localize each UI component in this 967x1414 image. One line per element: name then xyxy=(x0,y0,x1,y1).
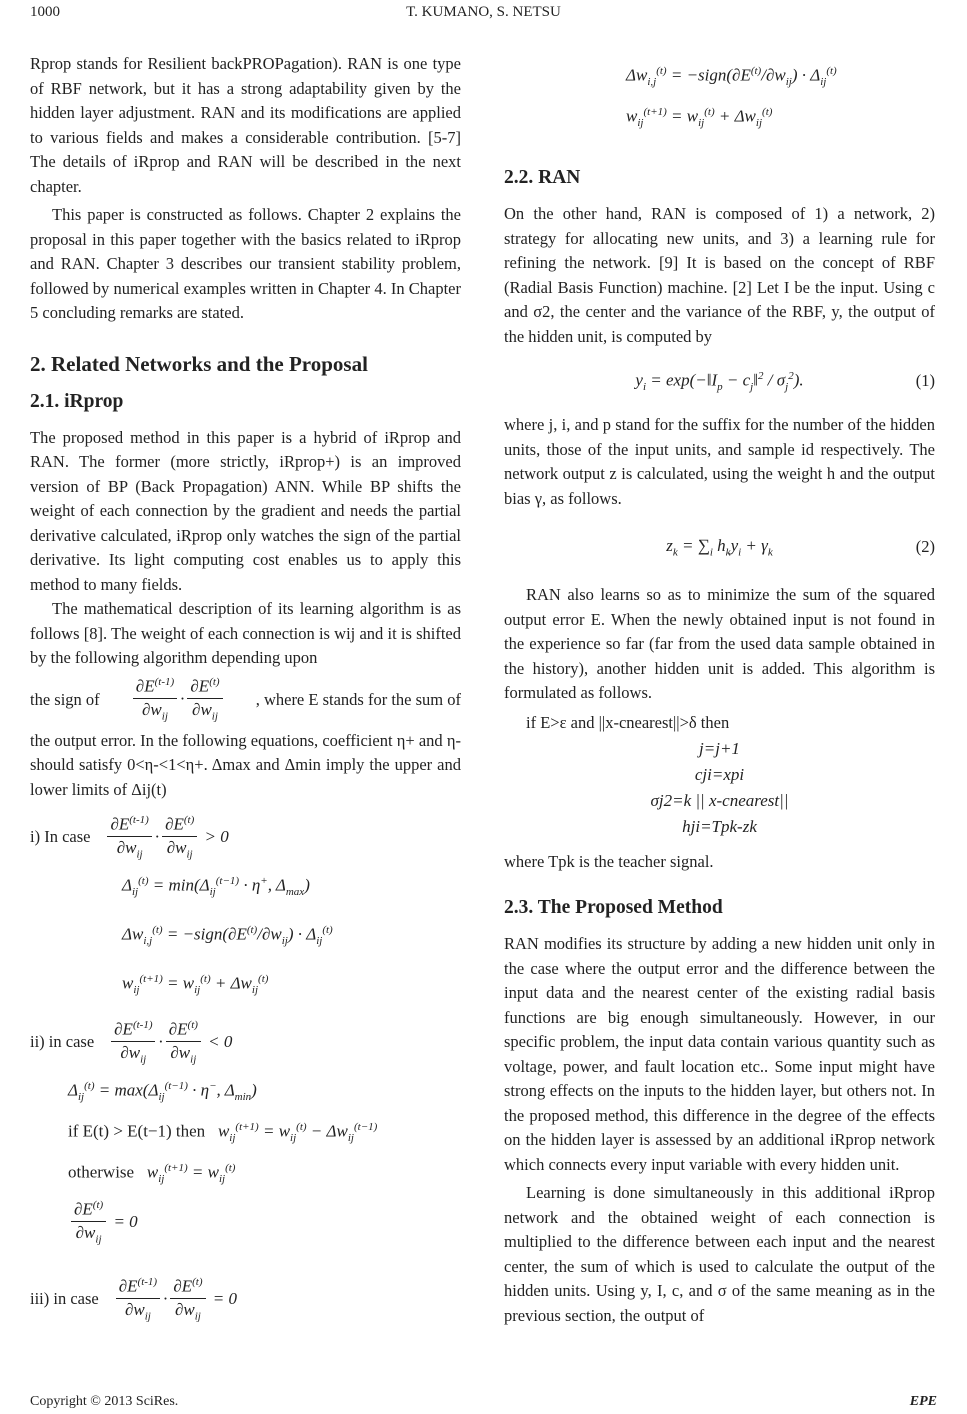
algorithm-step: cji=xpi xyxy=(694,764,745,784)
paragraph: On the other hand, RAN is composed of 1) a network, 2) strategy for allocating new units, and 3) a learning rule for refining the network. [9] It is based on the concept of RBF (Radial Basis Function) machine. [2] Let I be the input. Using c and σ2, the center and the variance of the RBF, y, the output of the hidden unit, is computed by xyxy=(504,204,935,346)
algorithm-condition: if E>ε and ||x-cnearest||>δ then xyxy=(526,712,730,732)
paragraph: This paper is constructed as follows. Chapter 2 explains the proposal in this paper together with the basics related to iRprop and RAN. Chapter 3 describes our transient stability problem, followed by numerical examples written in Chapter 4. In Chapter 5 concluding remarks are stated. xyxy=(30,205,461,322)
if-then-label: if E(t) > E(t−1) then xyxy=(68,1121,206,1141)
paragraph: RAN modifies its structure by adding a new hidden unit only in the case where the output error and the difference between the input data and the nearest center of the existing radial basis functions are big enough simultaneously. However, in our specific problem, the input data contain various quantity such as voltage, power, and fault location etc.. Some input might have strong effects on the inputs to the hidden layer, but others not. In the proposed method, this difference in the degree of the effects on the hidden layer is assessed by an additional iRprop network which connects every input variable with every hidden unit. xyxy=(504,934,935,1174)
case-1: i) In case $\frac{\partial E^{(t-1)}}{\partial w_{ij}}$ · $\frac{\partial E^{(t)}}{\partial w_{ij}}$ > 0 xyxy=(30,808,461,866)
journal-name: EPE xyxy=(909,1394,937,1409)
paragraph: The mathematical description of its learning algorithm is as follows [8]. The weight of each connection is wij and it is shifted by the following algorithm depending upon xyxy=(30,599,461,667)
algorithm-step: σj2=k || x-cnearest|| xyxy=(650,790,789,810)
paragraph: where j, i, and p stand for the suffix for the number of the hidden units, those of the input units, and sample id respectively. The network output z is calculated, using the weight h and the output bias γ, as follows. xyxy=(504,415,935,508)
case-label: i) In case xyxy=(30,827,91,846)
left-column xyxy=(30,52,461,1328)
ran-algorithm xyxy=(504,710,935,840)
equation-2: $z_k = \sum_i$ $h_ky_i + \gamma_k$ (2) xyxy=(666,535,935,559)
equation-number: (2) xyxy=(915,537,935,557)
case-label: ii) in case xyxy=(30,1032,95,1052)
equation-number: (1) xyxy=(915,371,935,391)
page-number: 1000 xyxy=(30,4,60,20)
algorithm-step: hji=Tpk-zk xyxy=(682,816,757,836)
subsection-heading: 2.3. The Proposed Method xyxy=(504,897,723,919)
paragraph: RAN also learns so as to minimize the sum of the squared output error E. When the newly obtained input is not found in the experience so far (far from the used data sample obtained in the history), another hidden unit is added. This algorithm is formulated as follows. xyxy=(504,585,935,703)
running-title: T. KUMANO, S. NETSU xyxy=(406,4,561,20)
case-3: iii) in case $\frac{\partial E^{(t-1)}}{\partial w_{ij}}$ · $\frac{\partial E^{(t)}}{\partial w_{ij}}$ = 0 xyxy=(30,1270,461,1328)
case-3-equations: $\Delta w_{i,j}^{(t)}$ = $-sign(\partial E^{(t)}/\partial w_{ij}) \cdot \Delta_{ij}^{(t)}$ $w_{ij}^{(t+1)} = w_{ij}^{(t)} + \Delta w_{ij}^{(t)}$ xyxy=(626,65,837,130)
paragraph: the output error. In the following equations, coefficient η+ and η- should satisfy 0<η-<1<η+. Δmax and Δmin imply the upper and lower limits of Δij(t) xyxy=(30,730,461,799)
sign-suffix: , where E stands for the sum of xyxy=(255,689,461,709)
section-heading: 2. Related Networks and the Proposal xyxy=(30,351,368,376)
otherwise-label: otherwise xyxy=(68,1162,135,1182)
case-1-equations: $\Delta_{ij}^{(t)} = \min(\Delta_{ij}^{(t-1)} \cdot \eta^+$, $\Delta_{max}$) $\Delta w_{i,j}^{(t)}$ = $-sign(\partial E^{(t)}/\partial w_{ij}) \cdot \Delta_{ij}^{(t)}$ $w_{ij}^{(t+1)} = w_{ij}^{(t)} + \Delta w_{ij}^{(t)}$ xyxy=(122,875,333,997)
case-2-equations: $\Delta_{ij}^{(t)} = \max(\Delta_{ij}^{(t-1)} \cdot \eta^-$, $\Delta_{min}$) if E(t) > E(t−1) then $w_{ij}^{(t+1)} = w_{ij}^{(t)} - \Delta w_{ij}^{(t-1)}$ otherwise $w_{ij}^{(t+1)} = w_{ij}^{(t)}$ $\frac{\partial E^{(t)}}{\partial w_{ij}}$ = 0 xyxy=(68,1080,378,1246)
paragraph: where Tpk is the teacher signal. xyxy=(504,851,714,871)
paragraph: The proposed method in this paper is a hybrid of iRprop and RAN. The former (more strictly, iRprop+) is an improved version of BP (Back Propagation) ANN. While BP shifts the weight of each connection by the gradient and needs the partial derivative calculated, iRprop only watches the sign of the partial derivative. Its light computing cost enables us to apply this method to many fields. xyxy=(30,427,461,594)
subsection-heading: 2.2. RAN xyxy=(504,167,581,189)
case-label: iii) in case xyxy=(30,1289,99,1309)
right-column xyxy=(504,56,935,1328)
equation-1: $y_i$ = $\exp(-‖I_p$ − $c_j‖^2 / \sigma_j^2$). (1) xyxy=(635,369,935,393)
subsection-heading: 2.1. iRprop xyxy=(30,390,124,412)
paragraph: Rprop stands for Resilient backPROPagation). RAN is one type of RBF network, but it has a strong adaptability given by the hidden layer adjustment. RAN and its modifications are applied to various fields and makes a considerable contribution. [5-7] The details of iRprop and RAN will be described in the next chapter. xyxy=(30,54,461,196)
copyright: Copyright © 2013 SciRes. xyxy=(30,1394,179,1409)
algorithm-step: j=j+1 xyxy=(699,738,740,758)
case-2: ii) in case $\frac{\partial E^{(t-1)}}{\partial w_{ij}}$ · $\frac{\partial E^{(t)}}{\partial w_{ij}}$ < 0 xyxy=(30,1013,461,1071)
gradient-product-formula: $\frac{\partial E^{(t-1)}}{\partial w_{ij}}$ · $\frac{\partial E^{(t)}}{\partial w_{ij}}$ xyxy=(130,671,226,727)
paragraph: Learning is done simultaneously in this additional iRprop network and the obtained weight of each connection is multiplied to the difference between each input and the nearest center, the sum of which is used to calculate the output of the hidden units. Using y, I, c, and σ of the same meaning as in the previous section, the output of xyxy=(504,1183,935,1325)
sign-line xyxy=(30,671,461,729)
sign-prefix: the sign of xyxy=(30,689,100,709)
